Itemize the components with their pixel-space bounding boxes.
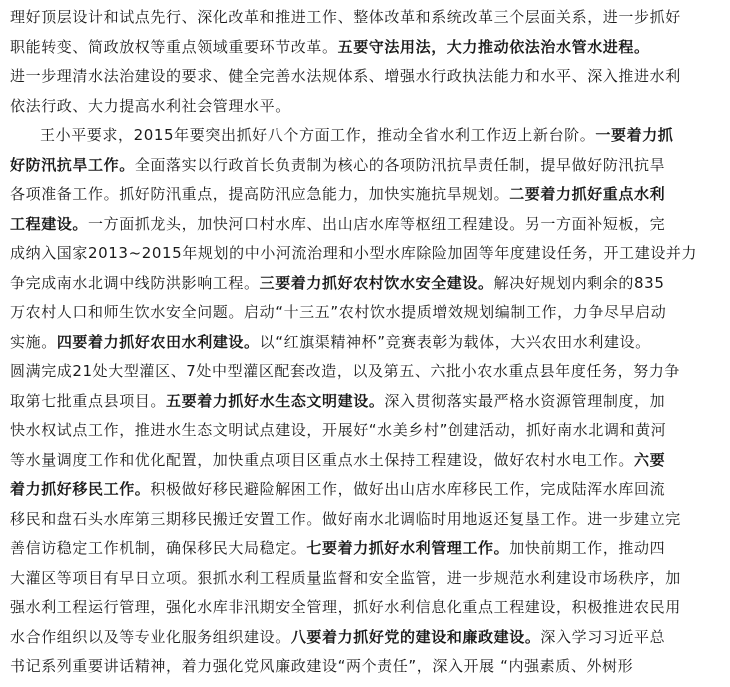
text-segment: 加快前期工作，推动四	[509, 539, 666, 557]
text-segment: 理好顶层设计和试点先行、深化改革和推进工作、整体改革和系统改革三个层面关系，进一步抓好	[10, 8, 681, 26]
text-segment: 王小平要求，2015年要突出抓好八个方面工作，推动全省水利工作迈上新台阶。	[40, 126, 596, 144]
bold-text-segment: 好防汛抗旱工作。	[10, 155, 135, 174]
text-line	[10, 150, 665, 180]
text-line	[10, 356, 680, 386]
text-segment: 进一步理清水法治建设的要求、健全完善水法规体系、增强水行政执法能力和水平、深入推进水利	[10, 67, 681, 85]
text-line	[10, 651, 633, 681]
text-line	[40, 120, 673, 150]
bold-text-segment: 五要守法用法，大力推动依法治水管水进程。	[337, 37, 650, 56]
text-segment: 争完成南水北调中线防洪影响工程。	[10, 273, 260, 292]
text-line	[10, 386, 665, 416]
text-segment: 大灌区等项目有早日立项。狠抓水利工程质量监督和安全监管，进一步规范水利建设市场秩序，加	[10, 568, 681, 587]
text-segment: 书记系列重要讲话精神，着力强化党风廉政建设“两个责任”，深入开展 “内强素质、外树形	[10, 657, 634, 675]
text-line	[10, 474, 665, 504]
bold-text-segment: 工程建设。	[10, 214, 89, 233]
text-segment: 快水权试点工作，推进水生态文明试点建设，开展好“水美乡村”创建活动，抓好南水北调和黄河	[10, 421, 667, 439]
text-line	[10, 209, 665, 239]
text-line	[10, 238, 697, 268]
text-line	[10, 32, 650, 62]
bold-text-segment: 八要着力抓好党的建设和廉政建设。	[290, 627, 541, 646]
text-line	[10, 592, 681, 622]
text-segment: 移民和盘石头水库第三期移民搬迁安置工作。做好南水北调临时用地返还复垦工作。进一步建立完	[10, 509, 681, 528]
bold-text-segment: 着力抓好移民工作。	[10, 480, 151, 498]
text-segment: 一方面抓龙头，加快河口村水库、出山店水库等枢纽工程建设。另一方面补短板，完	[88, 214, 666, 233]
text-segment: 各项准备工作。抓好防汛重点，提高防汛应急能力，加快实施抗旱规划。	[10, 185, 510, 203]
bold-text-segment: 四要着力抓好农田水利建设。	[56, 332, 260, 351]
bold-text-segment: 六要	[634, 450, 666, 469]
text-line	[10, 297, 666, 327]
text-line	[10, 268, 664, 298]
bold-text-segment: 二要着力抓好重点水利	[509, 185, 666, 203]
text-line	[10, 533, 665, 563]
bold-text-segment: 五要着力抓好水生态文明建设。	[166, 391, 385, 410]
text-segment: 强水利工程运行管理，强化水库非汛期安全管理，抓好水利信息化重点工程建设，积极推进农民用	[10, 598, 681, 616]
text-segment: 职能转变、简政放权等重点领域重要环节改革。	[10, 37, 338, 56]
text-segment: 水合作组织以及等专业化服务组织建设。	[10, 627, 291, 646]
text-segment: 圆满完成21处大型灌区、7处中型灌区配套改造，以及第五、六批小农水重点县年度任务，努力争	[10, 362, 681, 380]
bold-text-segment: 一要着力抓	[595, 126, 674, 144]
text-segment: 万农村人口和师生饮水安全问题。启动“十三五”农村饮水提质增效规划编制工作，力争尽早启动	[10, 303, 667, 321]
text-segment: 深入贯彻落实最严格水资源管理制度，加	[384, 391, 666, 410]
bold-text-segment: 三要着力抓好农村饮水安全建设。	[259, 273, 494, 292]
text-segment: 等水量调度工作和优化配置，加快重点项目区重点水土保持工程建设，做好农村水电工作。	[10, 450, 635, 469]
text-line	[10, 179, 665, 209]
text-segment: 全面落实以行政首长负责制为核心的各项防汛抗旱责任制，提早做好防汛抗旱	[134, 155, 666, 174]
text-segment: 善信访稳定工作机制，确保移民大局稳定。	[10, 539, 307, 557]
text-line	[10, 504, 681, 534]
text-line	[10, 61, 681, 91]
text-line	[10, 327, 651, 357]
text-line	[10, 563, 681, 593]
text-segment: 深入学习习近平总	[540, 627, 666, 646]
text-line	[10, 622, 665, 652]
text-line	[10, 91, 291, 121]
text-line	[10, 445, 665, 475]
text-segment: 积极做好移民避险解困工作，做好出山店水库移民工作，完成陆浑水库回流	[150, 480, 666, 498]
text-line	[10, 415, 666, 445]
text-segment: 以“红旗渠精神杯”竞赛表彰为载体，大兴农田水利建设。	[259, 332, 651, 351]
text-segment: 成纳入国家2013~2015年规划的中小河流治理和小型水库除险加固等年度建设任务，开工建设并力	[10, 244, 698, 262]
text-segment: 解决好规划内剩余的835	[493, 273, 665, 292]
text-line	[10, 2, 681, 32]
text-segment: 取第七批重点县项目。	[10, 391, 167, 410]
text-segment: 实施。	[10, 332, 57, 351]
bold-text-segment: 七要着力抓好水利管理工作。	[306, 539, 510, 557]
text-segment: 依法行政、大力提高水利社会管理水平。	[10, 96, 291, 115]
